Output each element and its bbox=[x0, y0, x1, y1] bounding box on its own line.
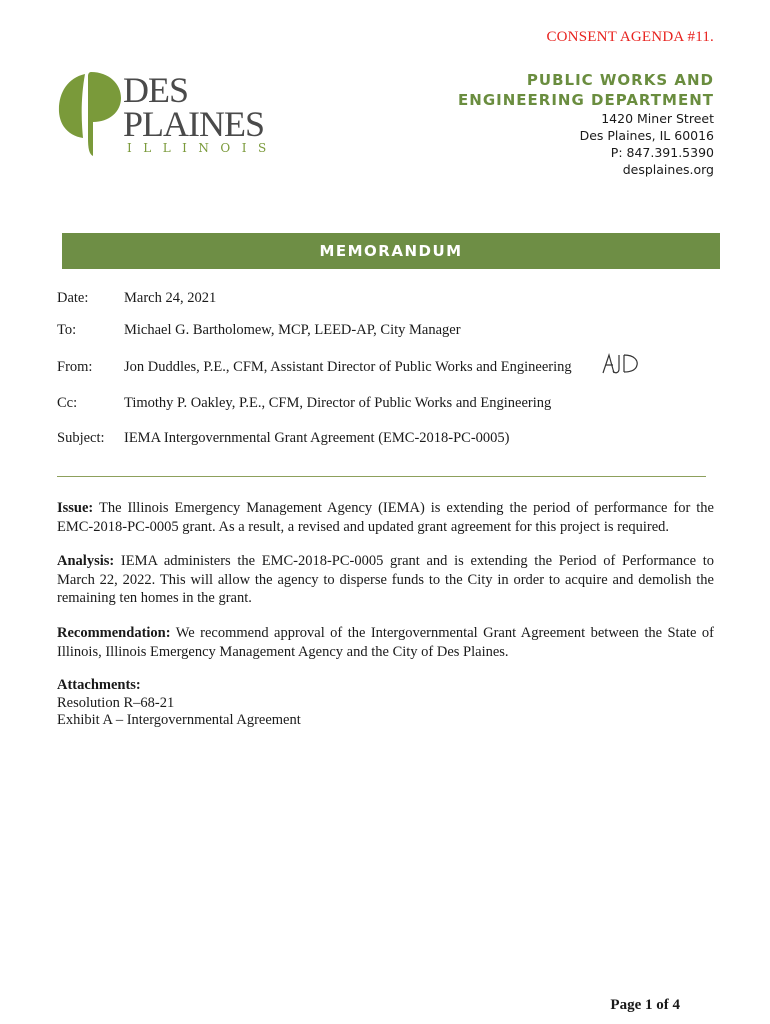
consent-agenda-label: CONSENT AGENDA #11. bbox=[546, 29, 714, 45]
address-website: desplaines.org bbox=[622, 162, 714, 177]
issue-label: Issue: bbox=[57, 500, 94, 516]
recommendation-label: Recommendation: bbox=[57, 625, 171, 641]
analysis-label: Analysis: bbox=[57, 553, 115, 569]
address-phone: P: 847.391.5390 bbox=[610, 145, 714, 160]
des-plaines-logo bbox=[57, 68, 277, 158]
department-line-2: ENGINEERING DEPARTMENT bbox=[458, 91, 714, 109]
handwritten-initials bbox=[601, 351, 641, 377]
analysis-text: IEMA administers the EMC-2018-PC-0005 grant and is extending the Period of Performance to March 22, 2022. This will allow the agency to disperse funds to the City in order to acquire and demolish the remaining ten homes in the grant. bbox=[57, 553, 714, 606]
header-divider bbox=[57, 476, 706, 477]
leaf-logo-icon bbox=[57, 68, 123, 158]
attachments-section bbox=[57, 677, 301, 730]
to-value: Michael G. Bartholomew, MCP, LEED-AP, City Manager bbox=[124, 322, 461, 338]
issue-paragraph bbox=[57, 499, 714, 536]
issue-text: The Illinois Emergency Management Agency (IEMA) is extending the period of performance for the EMC-2018-PC-0005 grant. As a result, a revised and updated grant agreement for this project is required. bbox=[57, 500, 714, 535]
date-value: March 24, 2021 bbox=[124, 290, 217, 306]
recommendation-paragraph bbox=[57, 624, 714, 661]
address-city: Des Plaines, IL 60016 bbox=[579, 128, 714, 143]
address-street: 1420 Miner Street bbox=[601, 111, 714, 126]
subject-label: Subject: bbox=[57, 430, 105, 446]
cc-label: Cc: bbox=[57, 395, 78, 411]
page-number: Page 1 of 4 bbox=[610, 997, 680, 1013]
department-line-1: PUBLIC WORKS AND bbox=[526, 71, 714, 89]
department-name bbox=[458, 70, 714, 110]
date-label: Date: bbox=[57, 290, 89, 306]
department-address bbox=[580, 110, 714, 178]
logo-plaines-text: PLAINES bbox=[123, 104, 265, 144]
analysis-paragraph bbox=[57, 552, 714, 608]
from-value: Jon Duddles, P.E., CFM, Assistant Director of Public Works and Engineering bbox=[124, 359, 572, 375]
from-label: From: bbox=[57, 359, 93, 375]
recommendation-text: We recommend approval of the Intergovernmental Grant Agreement between the State of Illinois, Illinois Emergency Management Agency and the City of Des Plaines. bbox=[57, 625, 714, 660]
cc-value: Timothy P. Oakley, P.E., CFM, Director of Public Works and Engineering bbox=[124, 395, 552, 411]
logo-illinois-text: ILLINOIS bbox=[127, 141, 278, 155]
attachment-item: Resolution R–68-21 bbox=[57, 694, 175, 711]
to-label: To: bbox=[57, 322, 77, 338]
attachment-item: Exhibit A – Intergovernmental Agreement bbox=[57, 712, 301, 728]
memorandum-banner: MEMORANDUM bbox=[62, 233, 720, 269]
subject-value: IEMA Intergovernmental Grant Agreement (EMC-2018-PC-0005) bbox=[124, 430, 510, 446]
logo-des-text: DES bbox=[123, 70, 189, 110]
attachments-title: Attachments: bbox=[57, 677, 141, 693]
